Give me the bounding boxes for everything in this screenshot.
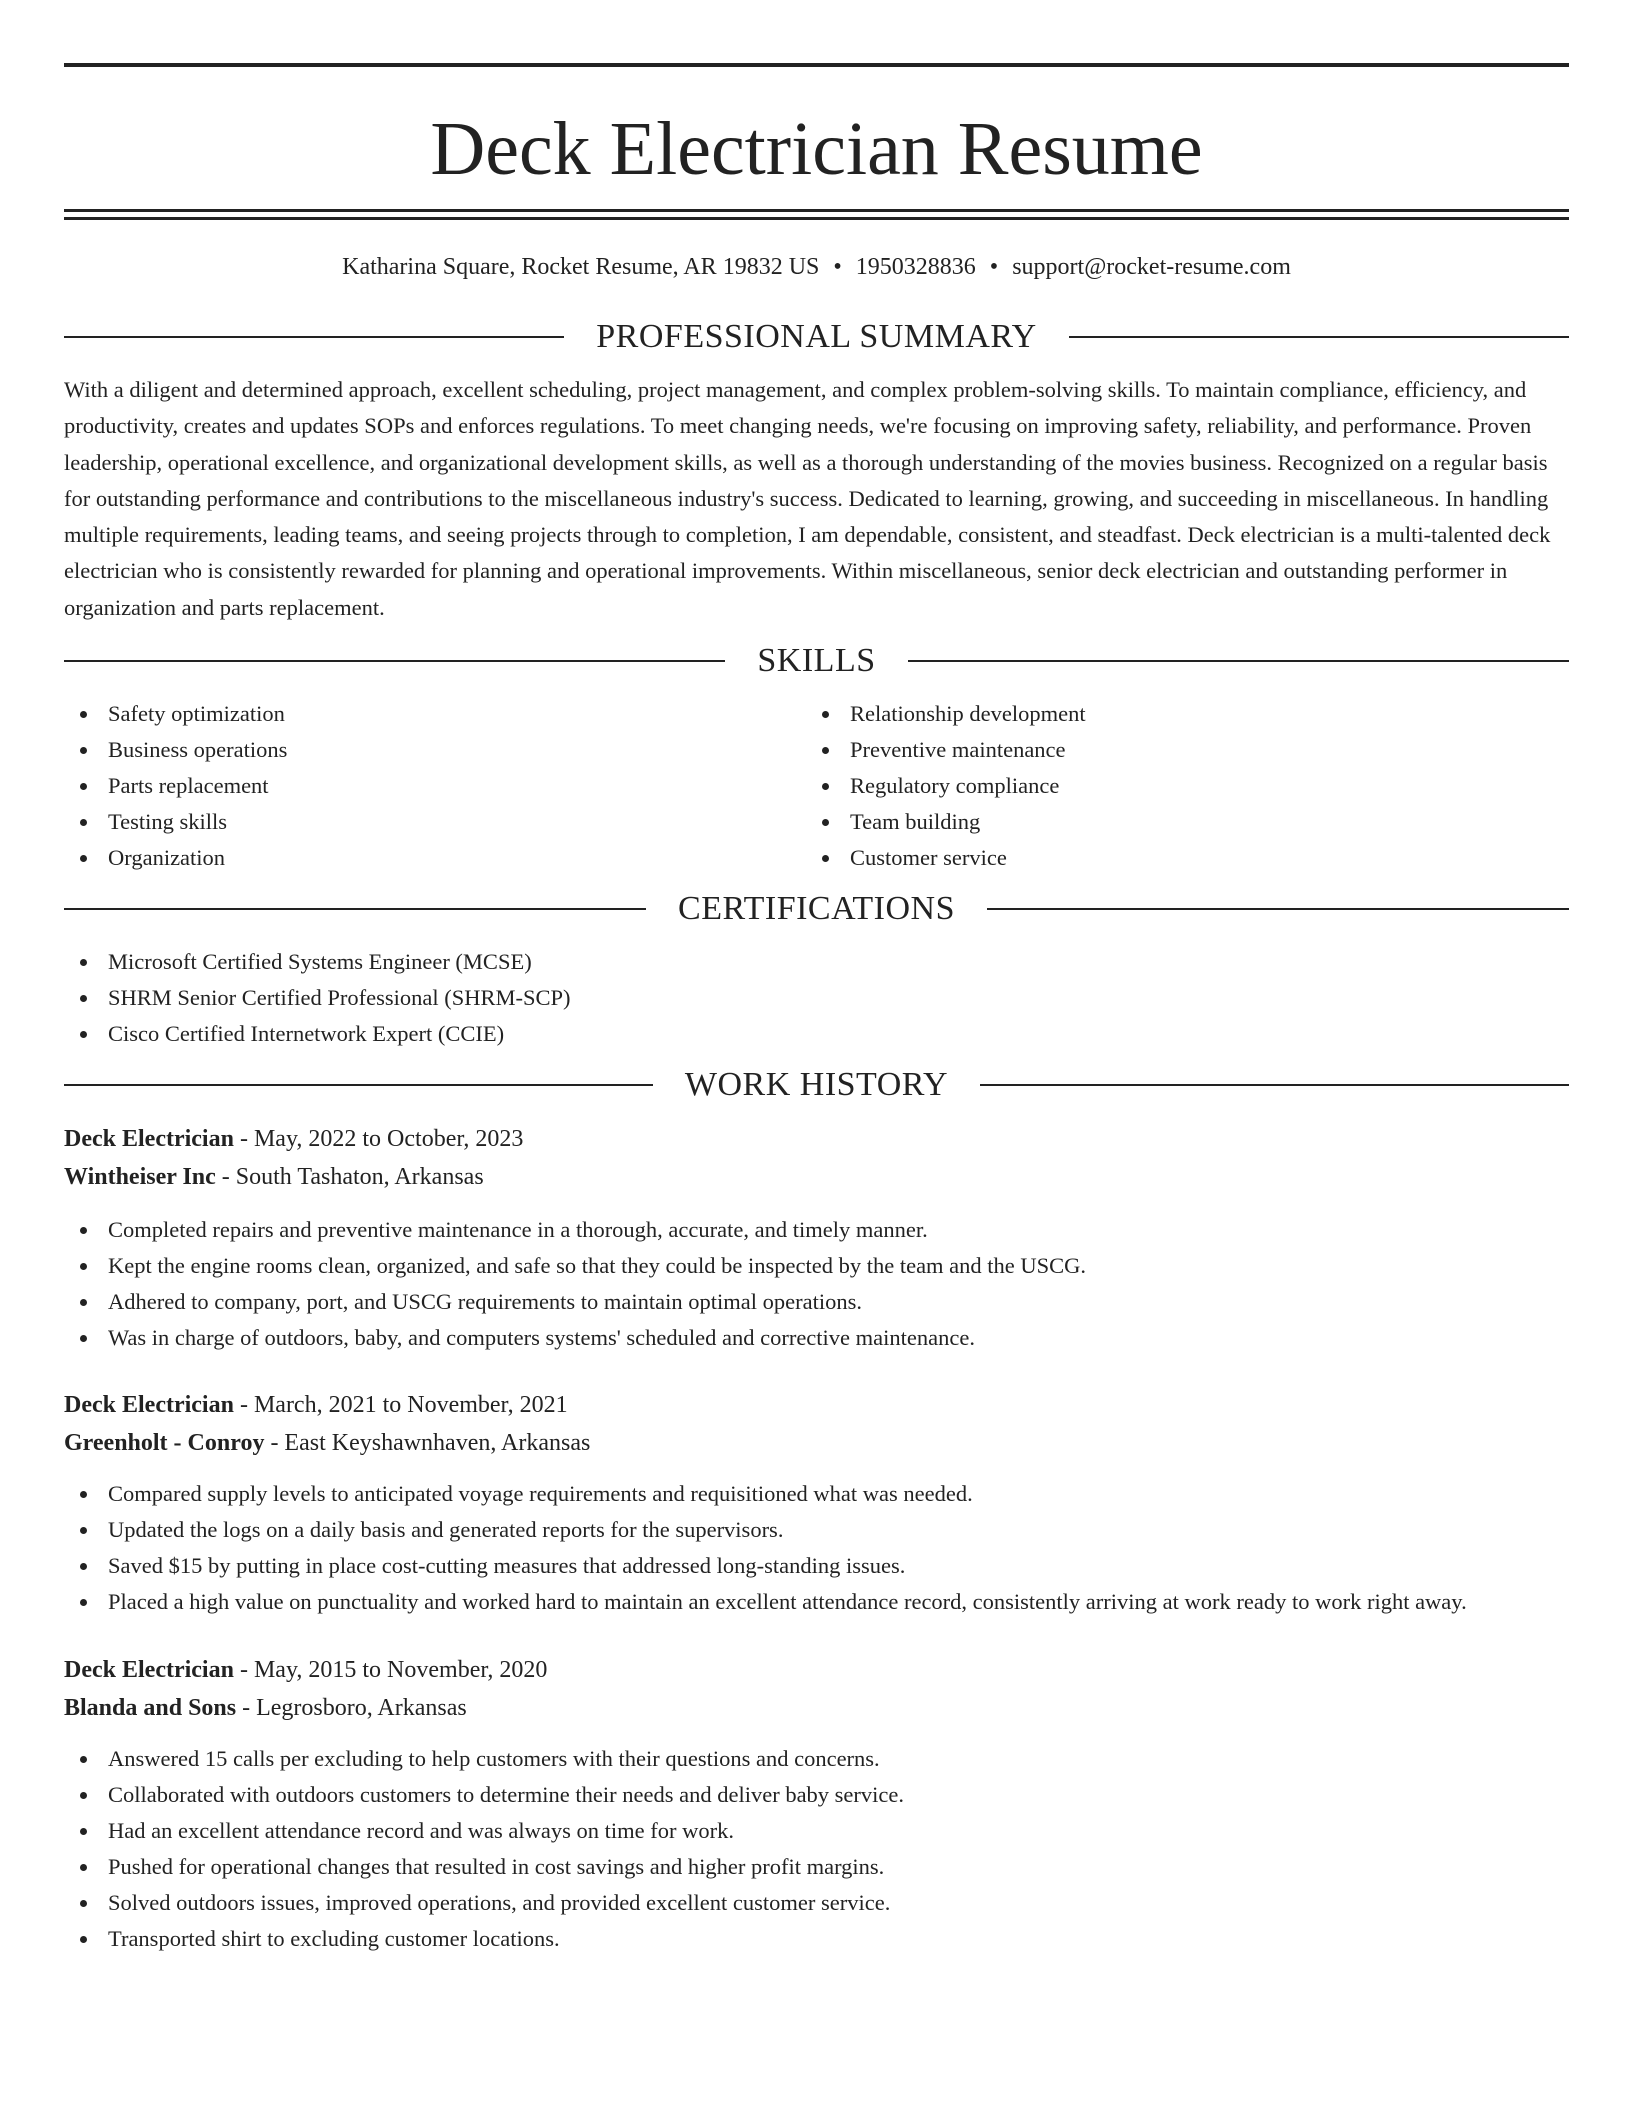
job-location: - East Keyshawnhaven, Arkansas bbox=[264, 1430, 591, 1457]
skills-column-right bbox=[806, 696, 1548, 876]
job-company: Greenholt - Conroy bbox=[64, 1430, 265, 1457]
skill-item: Regulatory compliance bbox=[806, 768, 1548, 804]
contact-address: Katharina Square, Rocket Resume, AR 19832 US bbox=[342, 254, 820, 280]
section-heading-skills bbox=[64, 640, 1569, 682]
job-entry bbox=[64, 1651, 1569, 1957]
skill-item: Safety optimization bbox=[64, 696, 806, 732]
contact-phone: 1950328836 bbox=[855, 254, 976, 280]
job-company-line bbox=[64, 1424, 1569, 1462]
section-heading-summary bbox=[64, 316, 1569, 358]
skill-item: Preventive maintenance bbox=[806, 732, 1548, 768]
skill-item: Testing skills bbox=[64, 804, 806, 840]
contact-separator: • bbox=[989, 254, 999, 280]
job-company: Blanda and Sons bbox=[64, 1694, 237, 1721]
section-heading-certifications bbox=[64, 888, 1569, 930]
job-bullet: Placed a high value on punctuality and worked hard to maintain an excellent attendance record, consistently arriving at work ready to work right away. bbox=[64, 1584, 1569, 1621]
contact-separator: • bbox=[833, 254, 842, 280]
divider bbox=[980, 1084, 1569, 1086]
job-bullet-list bbox=[64, 1212, 1569, 1356]
job-bullet: Had an excellent attendance record and was always on time for work. bbox=[64, 1813, 1569, 1849]
job-entry bbox=[64, 1120, 1569, 1356]
job-title: Deck Electrician bbox=[64, 1656, 234, 1683]
contact-line bbox=[64, 252, 1569, 282]
job-bullet: Solved outdoors issues, improved operations, and provided excellent customer service. bbox=[64, 1885, 1569, 1921]
page-title: Deck Electrician Resume bbox=[430, 107, 1203, 191]
job-location: - South Tashaton, Arkansas bbox=[215, 1164, 484, 1191]
skills-list bbox=[64, 696, 1569, 876]
certification-item: Cisco Certified Internetwork Expert (CCIE) bbox=[64, 1016, 1569, 1052]
job-company: Wintheiser Inc bbox=[64, 1164, 216, 1191]
section-heading-label: WORK HISTORY bbox=[684, 1066, 949, 1104]
job-title: Deck Electrician bbox=[64, 1392, 234, 1419]
job-bullet: Saved $15 by putting in place cost-cutting measures that addressed long-standing issues. bbox=[64, 1548, 1569, 1584]
contact-email[interactable]: support@rocket-resume.com bbox=[1012, 254, 1291, 280]
job-title-line bbox=[64, 1120, 1569, 1158]
job-title-line bbox=[64, 1651, 1569, 1689]
job-bullet: Transported shirt to excluding customer locations. bbox=[64, 1921, 1569, 1957]
skills-column-left bbox=[64, 696, 806, 876]
divider bbox=[64, 908, 646, 910]
divider bbox=[64, 1084, 653, 1086]
job-title: Deck Electrician bbox=[64, 1126, 234, 1153]
skill-item: Parts replacement bbox=[64, 768, 806, 804]
job-location: - Legrosboro, Arkansas bbox=[236, 1694, 467, 1721]
job-company-line bbox=[64, 1689, 1569, 1727]
skill-item: Business operations bbox=[64, 732, 806, 768]
summary-paragraph: With a diligent and determined approach, excellent scheduling, project management, and complex problem-solving skills. To maintain compliance, efficiency, and productivity, creates and updates SOPs and enforces regulations. To meet changing needs, we're focusing on improving safety, reliability, and performance. Proven leadership, operational excellence, and organizational development skills, as well as a thorough understanding of the movies business. Recognized on a regular basis for outstanding performance and contributions to the miscellaneous industry's success. Dedicated to learning, growing, and succeeding in miscellaneous. In handling multiple requirements, leading teams, and seeing projects through to completion, I am dependable, consistent, and steadfast. Deck electrician is a multi-talented deck electrician who is consistently rewarded for planning and operational improvements. Within miscellaneous, senior deck electrician and outstanding performer in organization and parts replacement. bbox=[64, 377, 1551, 620]
section-heading-work-history bbox=[64, 1064, 1569, 1106]
divider bbox=[987, 908, 1569, 910]
job-bullet: Pushed for operational changes that resulted in cost savings and higher profit margins. bbox=[64, 1849, 1569, 1885]
job-bullet-list bbox=[64, 1476, 1569, 1621]
section-heading-label: PROFESSIONAL SUMMARY bbox=[596, 318, 1037, 355]
job-bullet: Completed repairs and preventive maintenance in a thorough, accurate, and timely manner. bbox=[64, 1212, 1569, 1248]
title-double-rule bbox=[64, 209, 1569, 220]
certifications-list bbox=[64, 944, 1569, 1052]
job-dates: - May, 2022 to October, 2023 bbox=[233, 1126, 524, 1153]
job-bullet: Adhered to company, port, and USCG requirements to maintain optimal operations. bbox=[64, 1284, 1569, 1320]
job-entry bbox=[64, 1386, 1569, 1621]
job-bullet: Updated the logs on a daily basis and generated reports for the supervisors. bbox=[64, 1512, 1569, 1548]
divider bbox=[1069, 336, 1569, 338]
section-heading-label: CERTIFICATIONS bbox=[678, 890, 955, 928]
job-bullet: Compared supply levels to anticipated voyage requirements and requisitioned what was needed. bbox=[64, 1476, 1569, 1512]
section-heading-label: SKILLS bbox=[757, 642, 876, 680]
job-bullet: Answered 15 calls per excluding to help customers with their questions and concerns. bbox=[64, 1741, 1569, 1777]
job-dates: - March, 2021 to November, 2021 bbox=[233, 1392, 568, 1419]
divider bbox=[64, 336, 564, 338]
job-bullet: Kept the engine rooms clean, organized, and safe so that they could be inspected by the team and the USCG. bbox=[64, 1248, 1569, 1284]
divider bbox=[64, 660, 725, 662]
skill-item: Team building bbox=[806, 804, 1548, 840]
skill-item: Customer service bbox=[806, 840, 1548, 876]
certification-item: SHRM Senior Certified Professional (SHRM-SCP) bbox=[64, 980, 1569, 1016]
divider bbox=[908, 660, 1569, 662]
job-dates: - May, 2015 to November, 2020 bbox=[233, 1656, 548, 1683]
skill-item: Relationship development bbox=[806, 696, 1548, 732]
job-bullet-list bbox=[64, 1741, 1569, 1957]
skill-item: Organization bbox=[64, 840, 806, 876]
job-company-line bbox=[64, 1158, 1569, 1196]
job-bullet: Collaborated with outdoors customers to determine their needs and deliver baby service. bbox=[64, 1777, 1569, 1813]
job-bullet: Was in charge of outdoors, baby, and computers systems' scheduled and corrective maintenance. bbox=[64, 1320, 1569, 1356]
resume-page bbox=[64, 63, 1569, 1957]
job-title-line bbox=[64, 1386, 1569, 1424]
certification-item: Microsoft Certified Systems Engineer (MCSE) bbox=[64, 944, 1569, 980]
